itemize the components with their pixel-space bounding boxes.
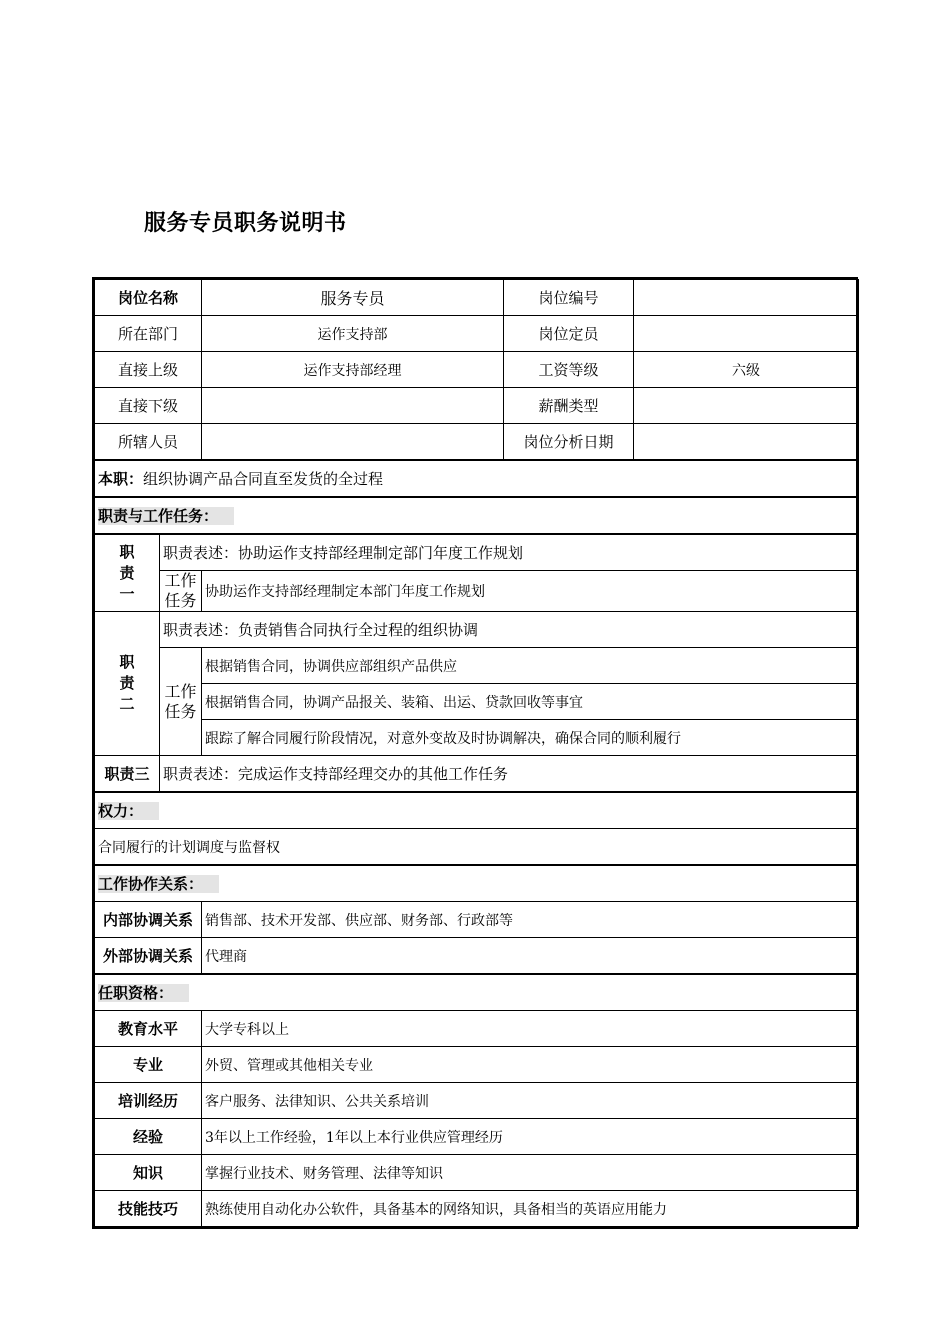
internal-relations-row <box>95 902 859 938</box>
relations-header-label: 工作协作关系： <box>98 875 219 893</box>
headcount-value <box>634 316 859 352</box>
internal-relations-label: 内部协调关系 <box>95 902 202 938</box>
duty1-task-row <box>95 571 859 612</box>
duty1-label-char: 职 <box>119 542 135 561</box>
major-label: 专业 <box>95 1047 202 1083</box>
duty3-row <box>95 756 859 793</box>
info-row-staff <box>95 424 859 461</box>
staff-label: 所辖人员 <box>95 424 202 461</box>
duty1-desc-row <box>95 534 859 571</box>
qualification-row <box>95 1191 859 1227</box>
qualifications-header-row <box>95 974 859 1011</box>
duty1-label-char: 一 <box>119 584 135 603</box>
skills-label: 技能技巧 <box>95 1191 202 1227</box>
major-value: 外贸、管理或其他相关专业 <box>202 1047 859 1083</box>
duty1-task-label <box>160 571 202 612</box>
salary-grade-value: 六级 <box>634 352 859 388</box>
info-row-department <box>95 316 859 352</box>
duties-header-row <box>95 497 859 534</box>
info-row-subordinate <box>95 388 859 424</box>
qualification-row <box>95 1155 859 1191</box>
superior-label: 直接上级 <box>95 352 202 388</box>
duties-header <box>95 497 859 534</box>
duty-summary-value: 组织协调产品合同直至发货的全过程 <box>143 470 384 488</box>
duty2-label-char: 职 <box>119 653 135 671</box>
pay-type-value <box>634 388 859 424</box>
analysis-date-value <box>634 424 859 461</box>
experience-label: 经验 <box>95 1119 202 1155</box>
duty-summary-row <box>95 460 859 497</box>
qualification-row <box>95 1047 859 1083</box>
position-no-label: 岗位编号 <box>504 280 634 316</box>
duty2-task-row <box>95 648 859 684</box>
duty1-task-label-line: 任务 <box>164 591 197 610</box>
position-no-value <box>634 280 859 316</box>
info-row-superior <box>95 352 859 388</box>
duties-header-label: 职责与工作任务： <box>98 507 234 525</box>
relations-header <box>95 865 859 902</box>
duty-summary <box>95 460 859 497</box>
duty2-desc: 职责表述：负责销售合同执行全过程的组织协调 <box>160 612 859 648</box>
duty2-desc-row <box>95 612 859 648</box>
analysis-date-label: 岗位分析日期 <box>504 424 634 461</box>
qualification-row <box>95 1083 859 1119</box>
position-name-value: 服务专员 <box>202 280 504 316</box>
salary-grade-label: 工资等级 <box>504 352 634 388</box>
external-relations-row <box>95 938 859 975</box>
info-row-position <box>95 280 859 316</box>
duty2-label-char: 二 <box>119 695 135 713</box>
education-label: 教育水平 <box>95 1011 202 1047</box>
job-description-table <box>92 277 858 1229</box>
staff-value <box>202 424 504 461</box>
knowledge-value: 掌握行业技术、财务管理、法律等知识 <box>202 1155 859 1191</box>
duty1-task-label-line: 工作 <box>164 571 197 590</box>
superior-value: 运作支持部经理 <box>202 352 504 388</box>
duty1-label-char: 责 <box>119 563 135 582</box>
duty1-desc: 职责表述：协助运作支持部经理制定部门年度工作规划 <box>160 534 859 571</box>
skills-value: 熟练使用自动化办公软件，具备基本的网络知识，具备相当的英语应用能力 <box>202 1191 859 1227</box>
qualifications-header-label: 任职资格： <box>98 984 189 1002</box>
qualifications-header <box>95 974 859 1011</box>
department-label: 所在部门 <box>95 316 202 352</box>
duty2-task-3: 跟踪了解合同履行阶段情况，对意外变故及时协调解决，确保合同的顺利履行 <box>202 720 859 756</box>
external-relations-label: 外部协调关系 <box>95 938 202 975</box>
knowledge-label: 知识 <box>95 1155 202 1191</box>
duty2-task-row <box>95 684 859 720</box>
position-name-label: 岗位名称 <box>95 280 202 316</box>
duty3-label: 职责三 <box>95 756 160 793</box>
duty-summary-label: 本职： <box>98 470 144 488</box>
training-label: 培训经历 <box>95 1083 202 1119</box>
duty2-task-1: 根据销售合同，协调供应部组织产品供应 <box>202 648 859 684</box>
subordinate-label: 直接下级 <box>95 388 202 424</box>
duty2-task-label <box>160 648 202 756</box>
department-value: 运作支持部 <box>202 316 504 352</box>
experience-value: 3年以上工作经验，1年以上本行业供应管理经历 <box>202 1119 859 1155</box>
qualification-row <box>95 1011 859 1047</box>
authority-row <box>95 829 859 866</box>
authority-header-row <box>95 792 859 829</box>
duty2-label <box>95 612 160 756</box>
external-relations-value: 代理商 <box>202 938 859 975</box>
training-value: 客户服务、法律知识、公共关系培训 <box>202 1083 859 1119</box>
document-title: 服务专员职务说明书 <box>144 211 347 236</box>
headcount-label: 岗位定员 <box>504 316 634 352</box>
authority-value: 合同履行的计划调度与监督权 <box>95 829 859 866</box>
internal-relations-value: 销售部、技术开发部、供应部、财务部、行政部等 <box>202 902 859 938</box>
education-value: 大学专科以上 <box>202 1011 859 1047</box>
duty2-task-row <box>95 720 859 756</box>
duty2-task-label-line: 工作 <box>164 681 197 701</box>
subordinate-value <box>202 388 504 424</box>
pay-type-label: 薪酬类型 <box>504 388 634 424</box>
authority-header <box>95 792 859 829</box>
duty2-task-2: 根据销售合同，协调产品报关、装箱、出运、贷款回收等事宜 <box>202 684 859 720</box>
authority-header-label: 权力： <box>98 802 159 820</box>
qualification-row <box>95 1119 859 1155</box>
duty2-task-label-line: 任务 <box>164 701 197 721</box>
duty1-task: 协助运作支持部经理制定本部门年度工作规划 <box>202 571 859 612</box>
duty2-label-char: 责 <box>119 674 135 692</box>
duty3-desc: 职责表述：完成运作支持部经理交办的其他工作任务 <box>160 756 859 793</box>
relations-header-row <box>95 865 859 902</box>
duty1-label <box>95 534 160 612</box>
